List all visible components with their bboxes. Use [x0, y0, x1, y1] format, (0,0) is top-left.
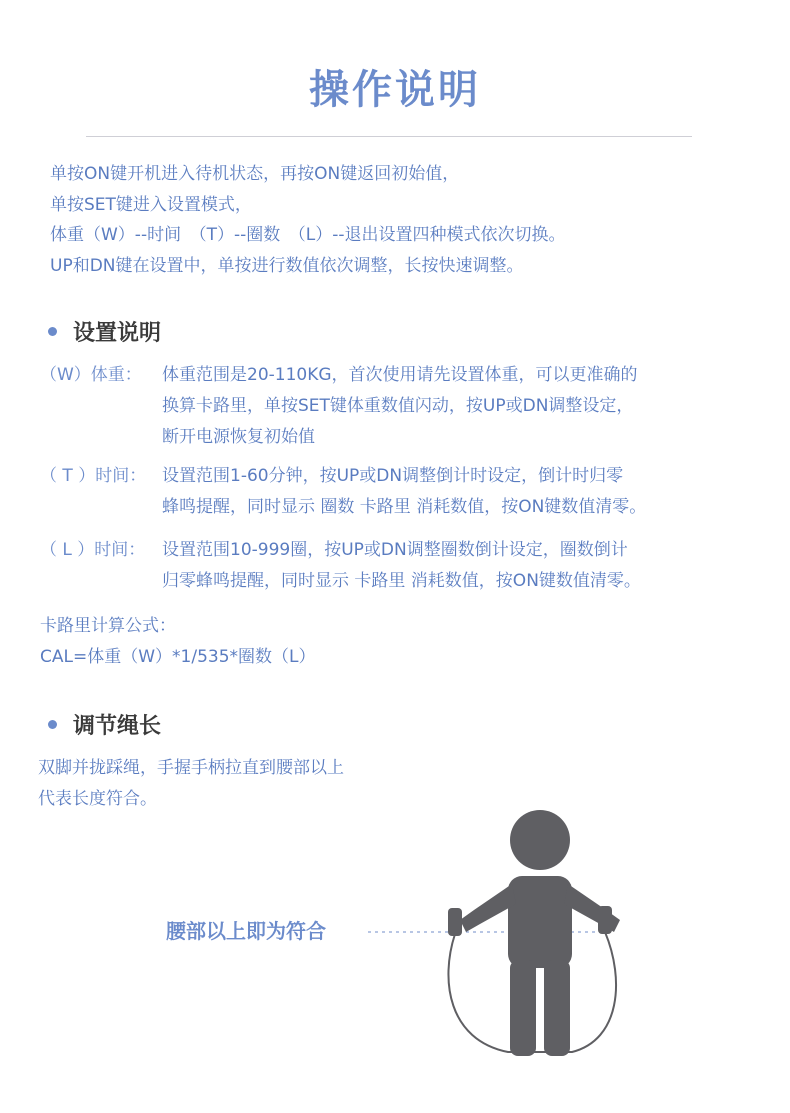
setting-weight-text: 断开电源恢复初始值 — [162, 427, 315, 447]
setting-laps-text: 设置范围10-999圈，按UP或DN调整圈数倒计设定，圈数倒计 — [162, 540, 628, 560]
rope-line: 双脚并拢踩绳，手握手柄拉直到腰部以上 — [38, 758, 344, 778]
setting-laps-label: （ L ）时间： — [40, 540, 146, 560]
setting-time-text: 蜂鸣提醒，同时显示 圈数 卡路里 消耗数值，按ON键数值清零。 — [162, 497, 647, 517]
setting-time-label: （ T ）时间： — [40, 466, 147, 486]
intro-line: 单按ON键开机进入待机状态，再按ON键返回初始值， — [50, 164, 460, 184]
jump-rope-figure-icon — [420, 800, 640, 1080]
setting-laps-text: 归零蜂鸣提醒，同时显示 卡路里 消耗数值，按ON键数值清零。 — [162, 571, 641, 591]
setting-weight-label: （W）体重： — [40, 365, 142, 385]
intro-line: 体重（W）--时间 （T）--圈数 （L）--退出设置四种模式依次切换。 — [50, 225, 566, 245]
formula-title: 卡路里计算公式： — [40, 616, 176, 636]
settings-heading-text: 设置说明 — [73, 321, 162, 346]
setting-weight-text: 换算卡路里，单按SET键体重数值闪动，按UP或DN调整设定， — [162, 396, 634, 416]
page-title: 操作说明 — [309, 67, 481, 113]
intro-line: 单按SET键进入设置模式， — [50, 194, 252, 215]
rope-heading-text: 调节绳长 — [73, 714, 162, 739]
rope-line: 代表长度符合。 — [38, 788, 157, 809]
intro-line: UP和DN键在设置中，单按进行数值依次调整，长按快速调整。 — [50, 255, 524, 276]
formula-text: CAL=体重（W）*1/535*圈数（L） — [40, 646, 316, 667]
setting-weight-text: 体重范围是20-110KG，首次使用请先设置体重，可以更准确的 — [162, 365, 638, 385]
waist-label: 腰部以上即为符合 — [166, 919, 326, 943]
setting-time-text: 设置范围1-60分钟，按UP或DN调整倒计时设定，倒计时归零 — [162, 466, 624, 486]
